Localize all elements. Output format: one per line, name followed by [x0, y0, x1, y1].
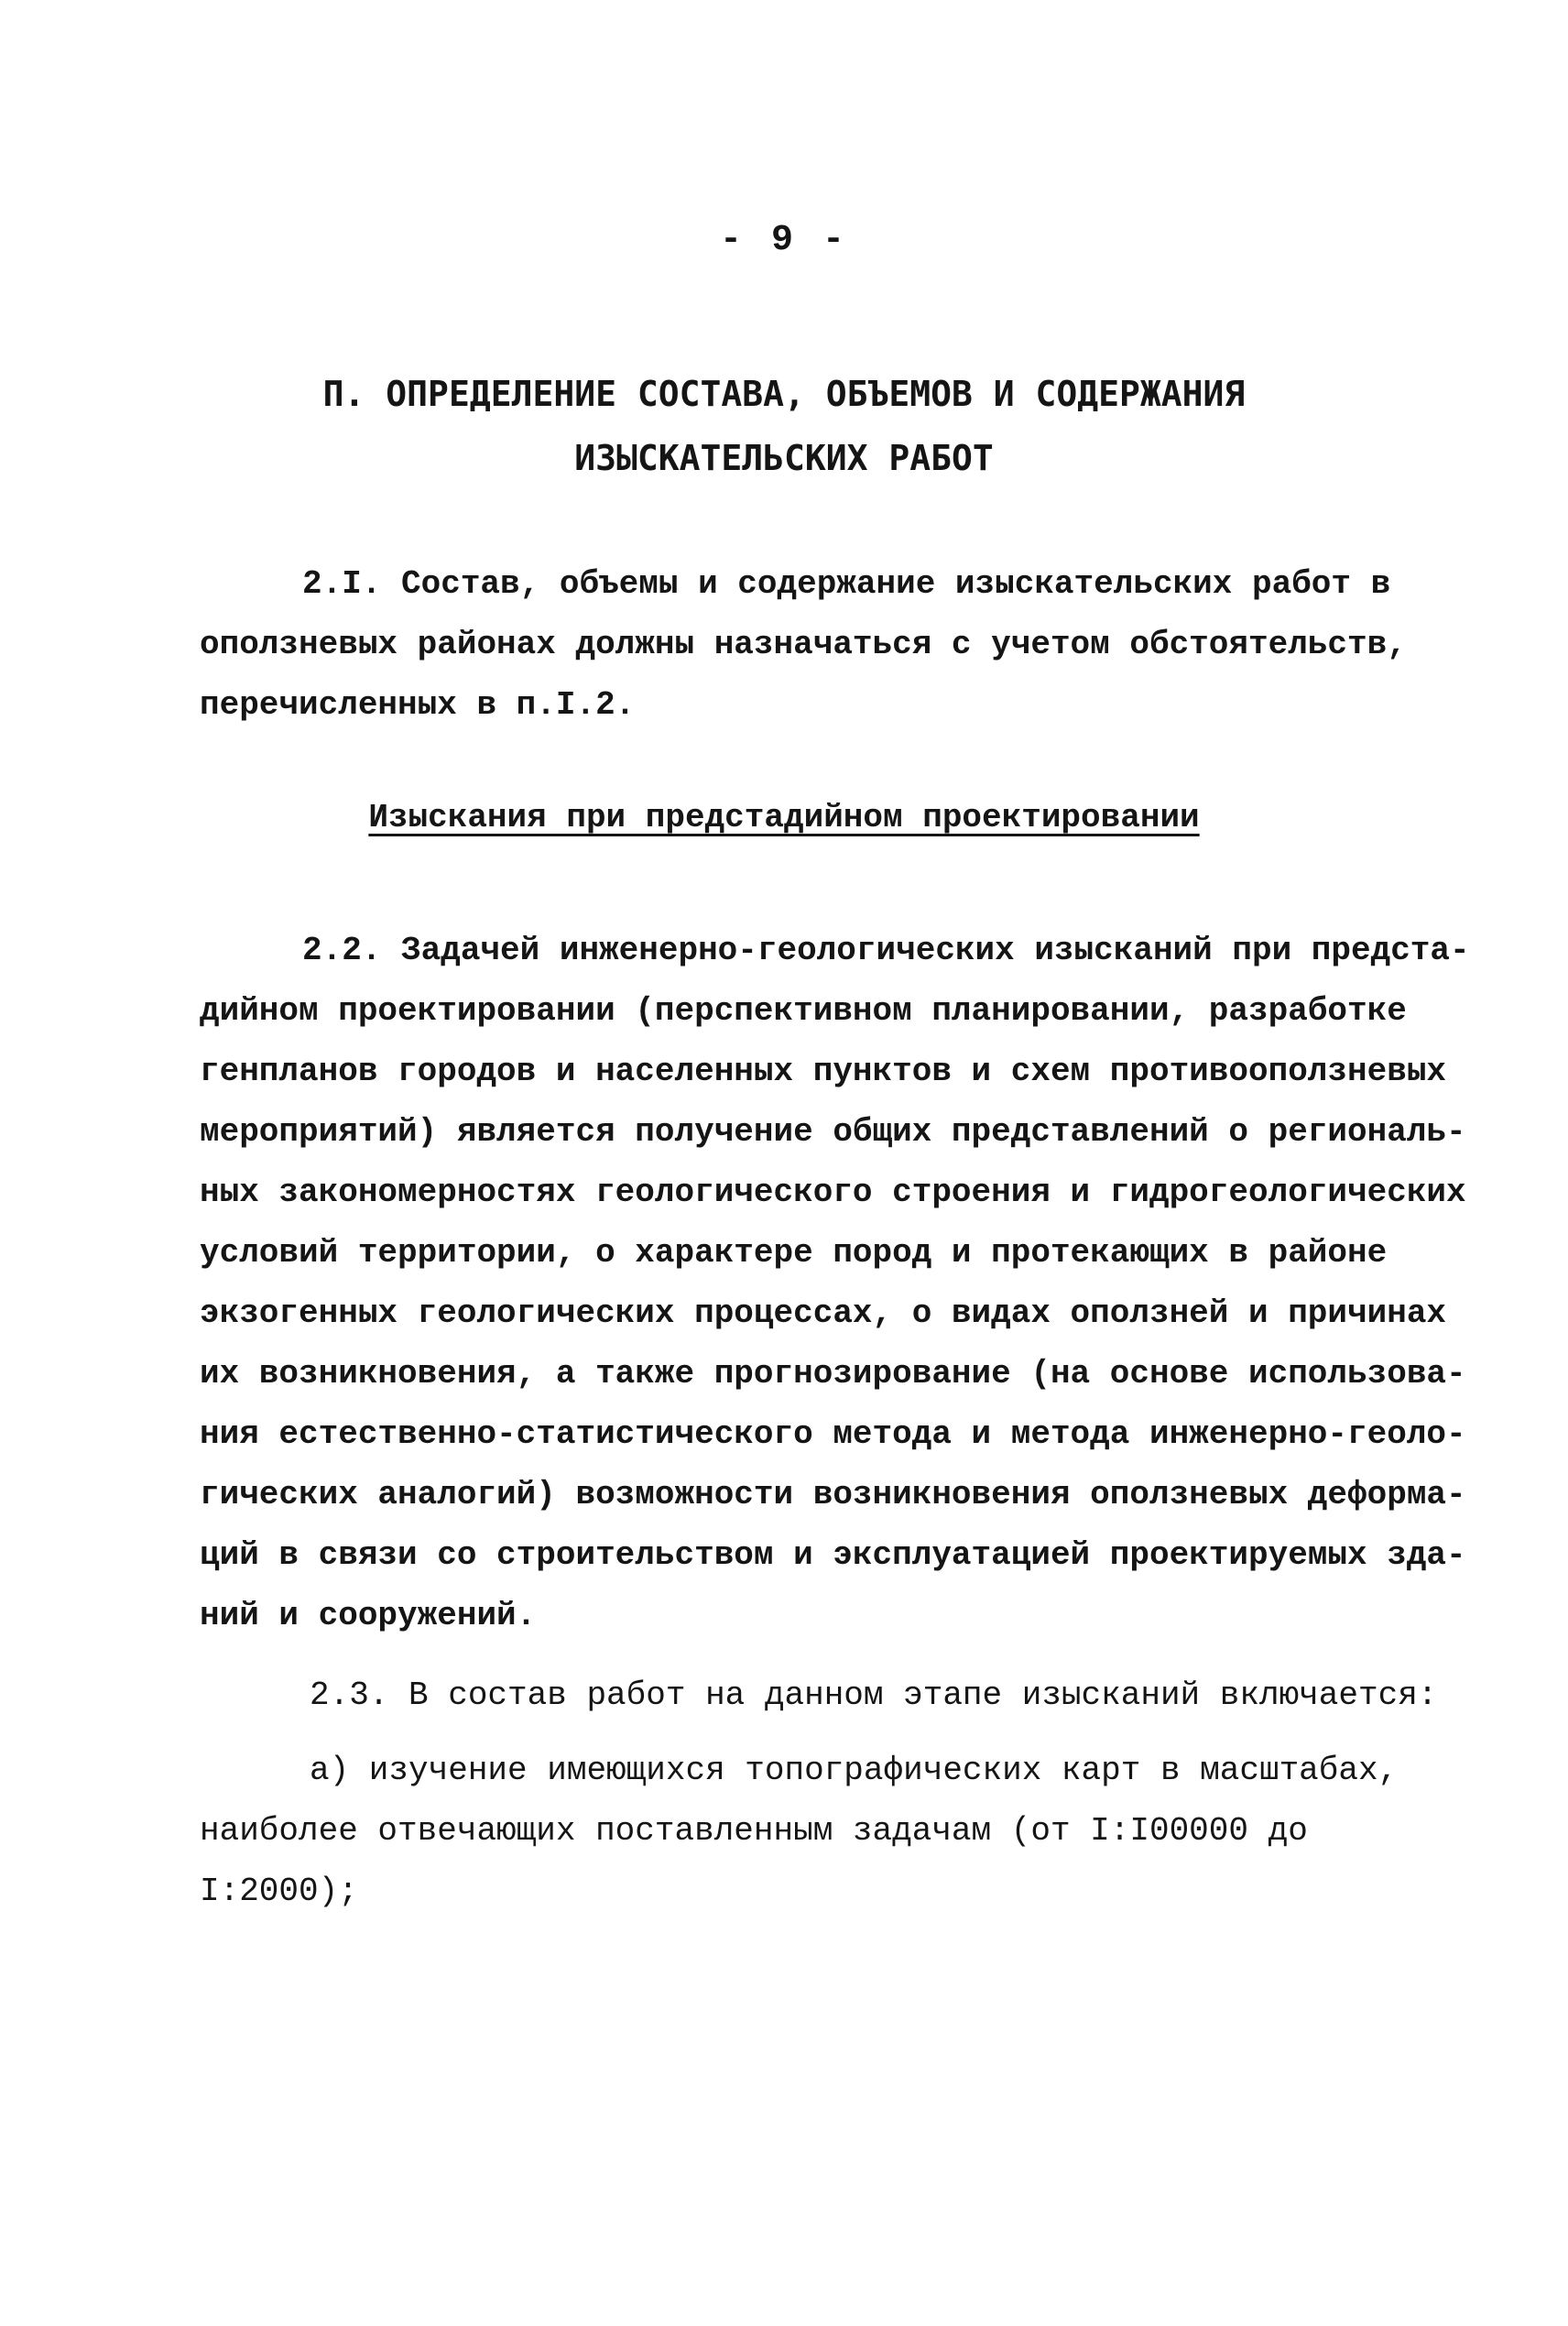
- paragraph-2-1: [200, 554, 1407, 736]
- paragraph-2-3: [200, 1665, 1438, 1726]
- item-a: [200, 1741, 1399, 1922]
- paragraph-line: ния естественно-статистического метода и метода инженерно-геоло-: [200, 1415, 1466, 1453]
- paragraph-line: гических аналогий) возможности возникновения оползневых деформа-: [200, 1476, 1466, 1513]
- paragraph-line: генпланов городов и населенных пунктов и схем противооползневых: [200, 1053, 1447, 1090]
- paragraph-line: мероприятий) является получение общих представлений о региональ-: [200, 1113, 1466, 1151]
- paragraph-line: 2.3. В состав работ на данном этапе изысканий включается:: [310, 1676, 1438, 1714]
- subheading-text: Изыскания при предстадийном проектировании: [368, 799, 1200, 836]
- paragraph-line: наиболее отвечающих поставленным задачам (от I:I00000 до: [200, 1812, 1308, 1850]
- page-number: - 9 -: [719, 220, 849, 261]
- paragraph-line: оползневых районах должны назначаться с учетом обстоятельств,: [200, 626, 1407, 663]
- section-title: [0, 362, 1568, 490]
- section-title-line-2: ИЗЫСКАТЕЛЬСКИХ РАБОТ: [574, 438, 994, 478]
- paragraph-line: экзогенных геологических процессах, о видах оползней и причинах: [200, 1294, 1447, 1332]
- paragraph-line: ций в связи со строительством и эксплуатацией проектируемых зда-: [200, 1536, 1466, 1574]
- paragraph-line: I:2000);: [200, 1873, 358, 1910]
- paragraph-2-2: [200, 921, 1470, 1646]
- paragraph-line: ний и сооружений.: [200, 1597, 537, 1634]
- paragraph-line: перечисленных в п.I.2.: [200, 686, 636, 724]
- paragraph-line: условий территории, о характере пород и протекающих в районе: [200, 1234, 1388, 1272]
- section-title-line-1: П. ОПРЕДЕЛЕНИЕ СОСТАВА, ОБЪЕМОВ И СОДЕРЖАНИЯ: [322, 374, 1246, 414]
- paragraph-line: дийном проектировании (перспективном планировании, разработке: [200, 992, 1407, 1030]
- paragraph-line: 2.2. Задачей инженерно-геологических изысканий при предста-: [302, 932, 1470, 969]
- paragraph-line: их возникновения, а также прогнозирование (на основе использова-: [200, 1355, 1466, 1392]
- paragraph-line: ных закономерностях геологического строения и гидрогеологических: [200, 1174, 1466, 1211]
- paragraph-line: а) изучение имеющихся топографических карт в масштабах,: [310, 1752, 1399, 1789]
- paragraph-line: 2.I. Состав, объемы и содержание изыскательских работ в: [302, 565, 1391, 603]
- subheading: [0, 799, 1568, 836]
